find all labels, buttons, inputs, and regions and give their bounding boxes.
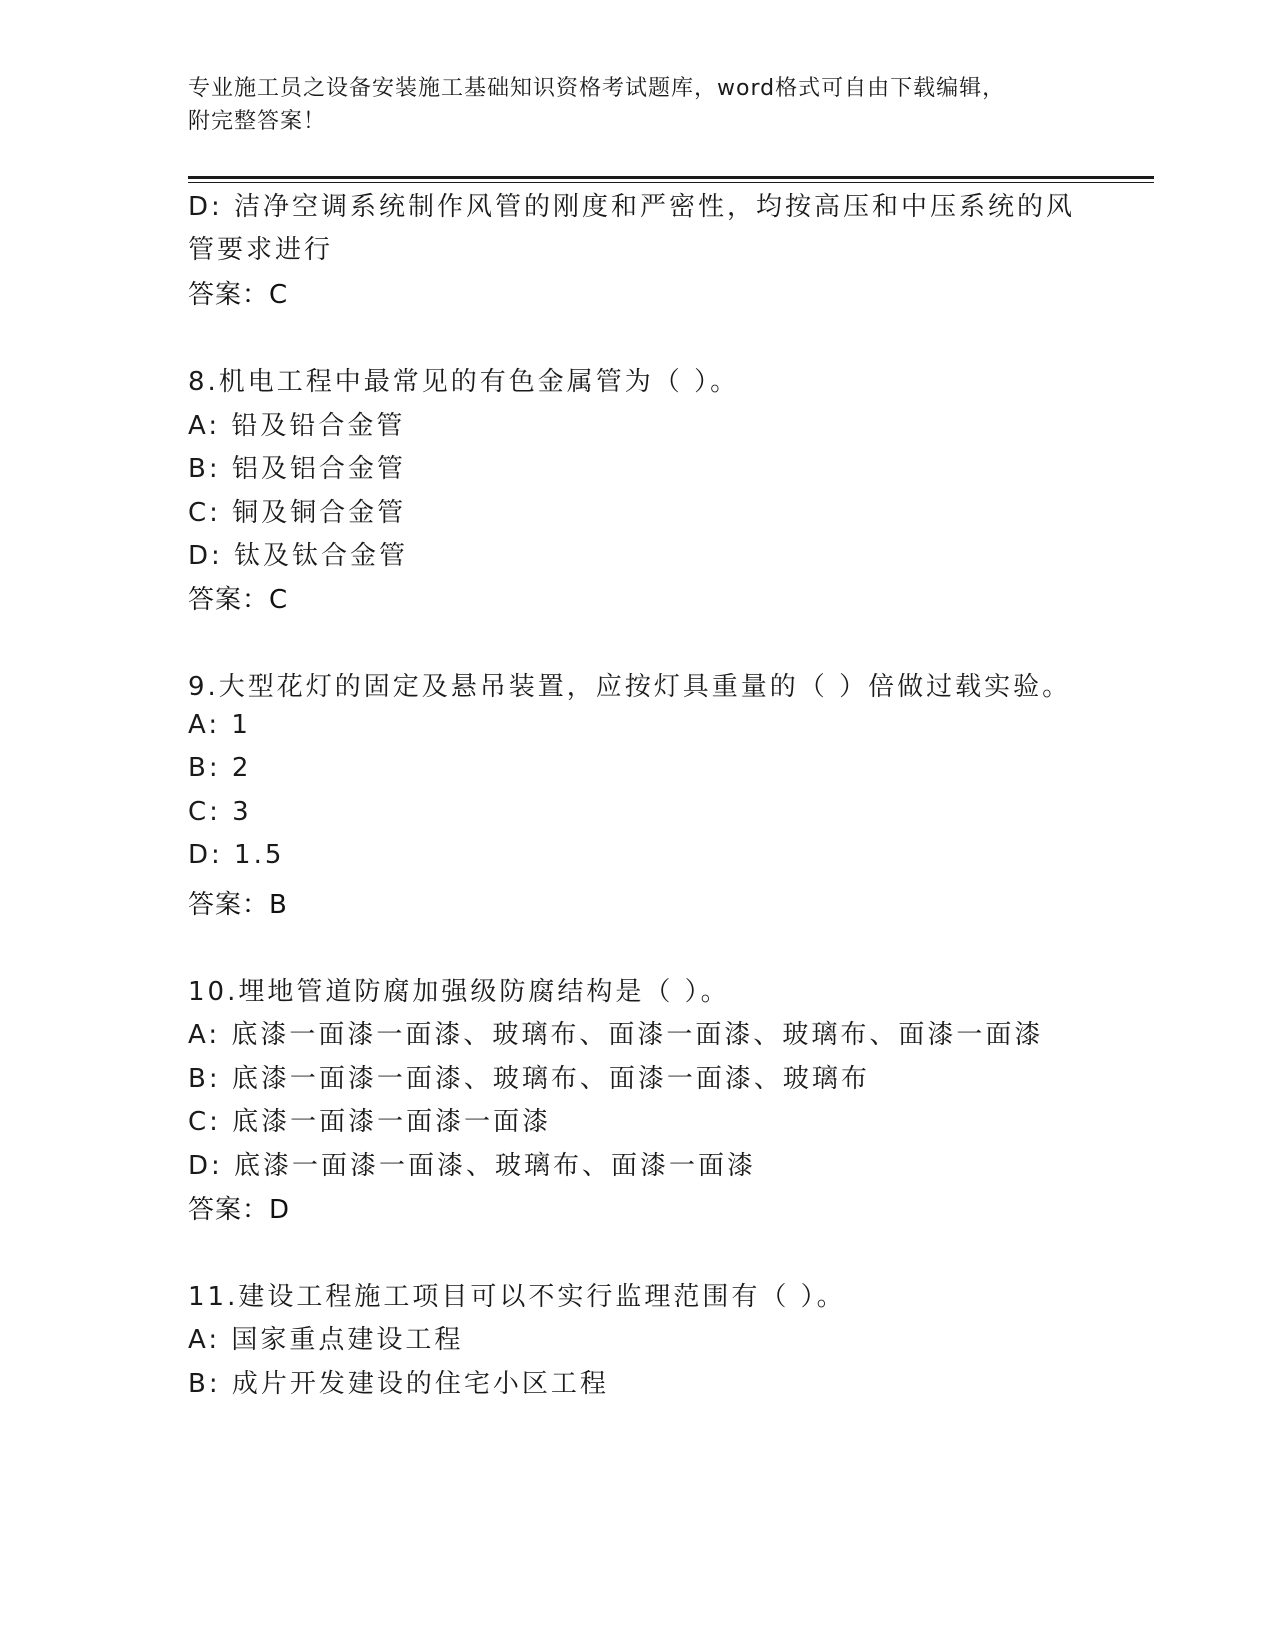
question-9-option-d: D: 1.5	[188, 840, 285, 870]
question-9-option-a: A: 1	[188, 710, 251, 740]
header-line-2: 附完整答案！	[188, 109, 327, 134]
header-divider-thick	[188, 176, 1154, 179]
header-divider-thin	[188, 182, 1154, 183]
question-8-option-a: A: 铅及铅合金管	[188, 411, 406, 441]
question-11-option-b: B: 成片开发建设的住宅小区工程	[188, 1369, 609, 1399]
question-10-stem: 10.埋地管道防腐加强级防腐结构是（ ）。	[188, 977, 730, 1007]
question-9-option-c: C: 3	[188, 797, 252, 827]
document-header	[188, 72, 1068, 138]
question-10-option-c: C: 底漆一面漆一面漆一面漆	[188, 1107, 552, 1137]
question-10-answer: 答案：D	[188, 1195, 291, 1225]
question-11-stem: 11.建设工程施工项目可以不实行监理范围有（ ）。	[188, 1282, 846, 1312]
question-8-stem: 8.机电工程中最常见的有色金属管为（ ）。	[188, 367, 740, 397]
prev-option-d-line-2: 管要求进行	[188, 235, 334, 265]
question-8-option-d: D: 钛及钛合金管	[188, 541, 409, 571]
question-10-option-b: B: 底漆一面漆一面漆、玻璃布、面漆一面漆、玻璃布	[188, 1064, 870, 1094]
question-11-option-a: A: 国家重点建设工程	[188, 1325, 464, 1355]
header-line-1: 专业施工员之设备安装施工基础知识资格考试题库，word格式可自由下载编辑，	[188, 76, 1006, 101]
question-8-option-b: B: 铝及铝合金管	[188, 454, 406, 484]
prev-answer: 答案：C	[188, 280, 289, 310]
question-10-option-d: D: 底漆一面漆一面漆、玻璃布、面漆一面漆	[188, 1151, 757, 1181]
question-10-option-a: A: 底漆一面漆一面漆、玻璃布、面漆一面漆、玻璃布、面漆一面漆	[188, 1020, 1044, 1050]
prev-option-d-line-1: D: 洁净空调系统制作风管的刚度和严密性，均按高压和中压系统的风	[188, 192, 1076, 222]
question-9-answer: 答案：B	[188, 890, 288, 920]
question-9-option-b: B: 2	[188, 753, 252, 783]
question-8-option-c: C: 铜及铜合金管	[188, 498, 407, 528]
question-8-answer: 答案：C	[188, 585, 289, 615]
question-9-stem: 9.大型花灯的固定及悬吊装置，应按灯具重量的（ ）倍做过载实验。	[188, 672, 1072, 702]
